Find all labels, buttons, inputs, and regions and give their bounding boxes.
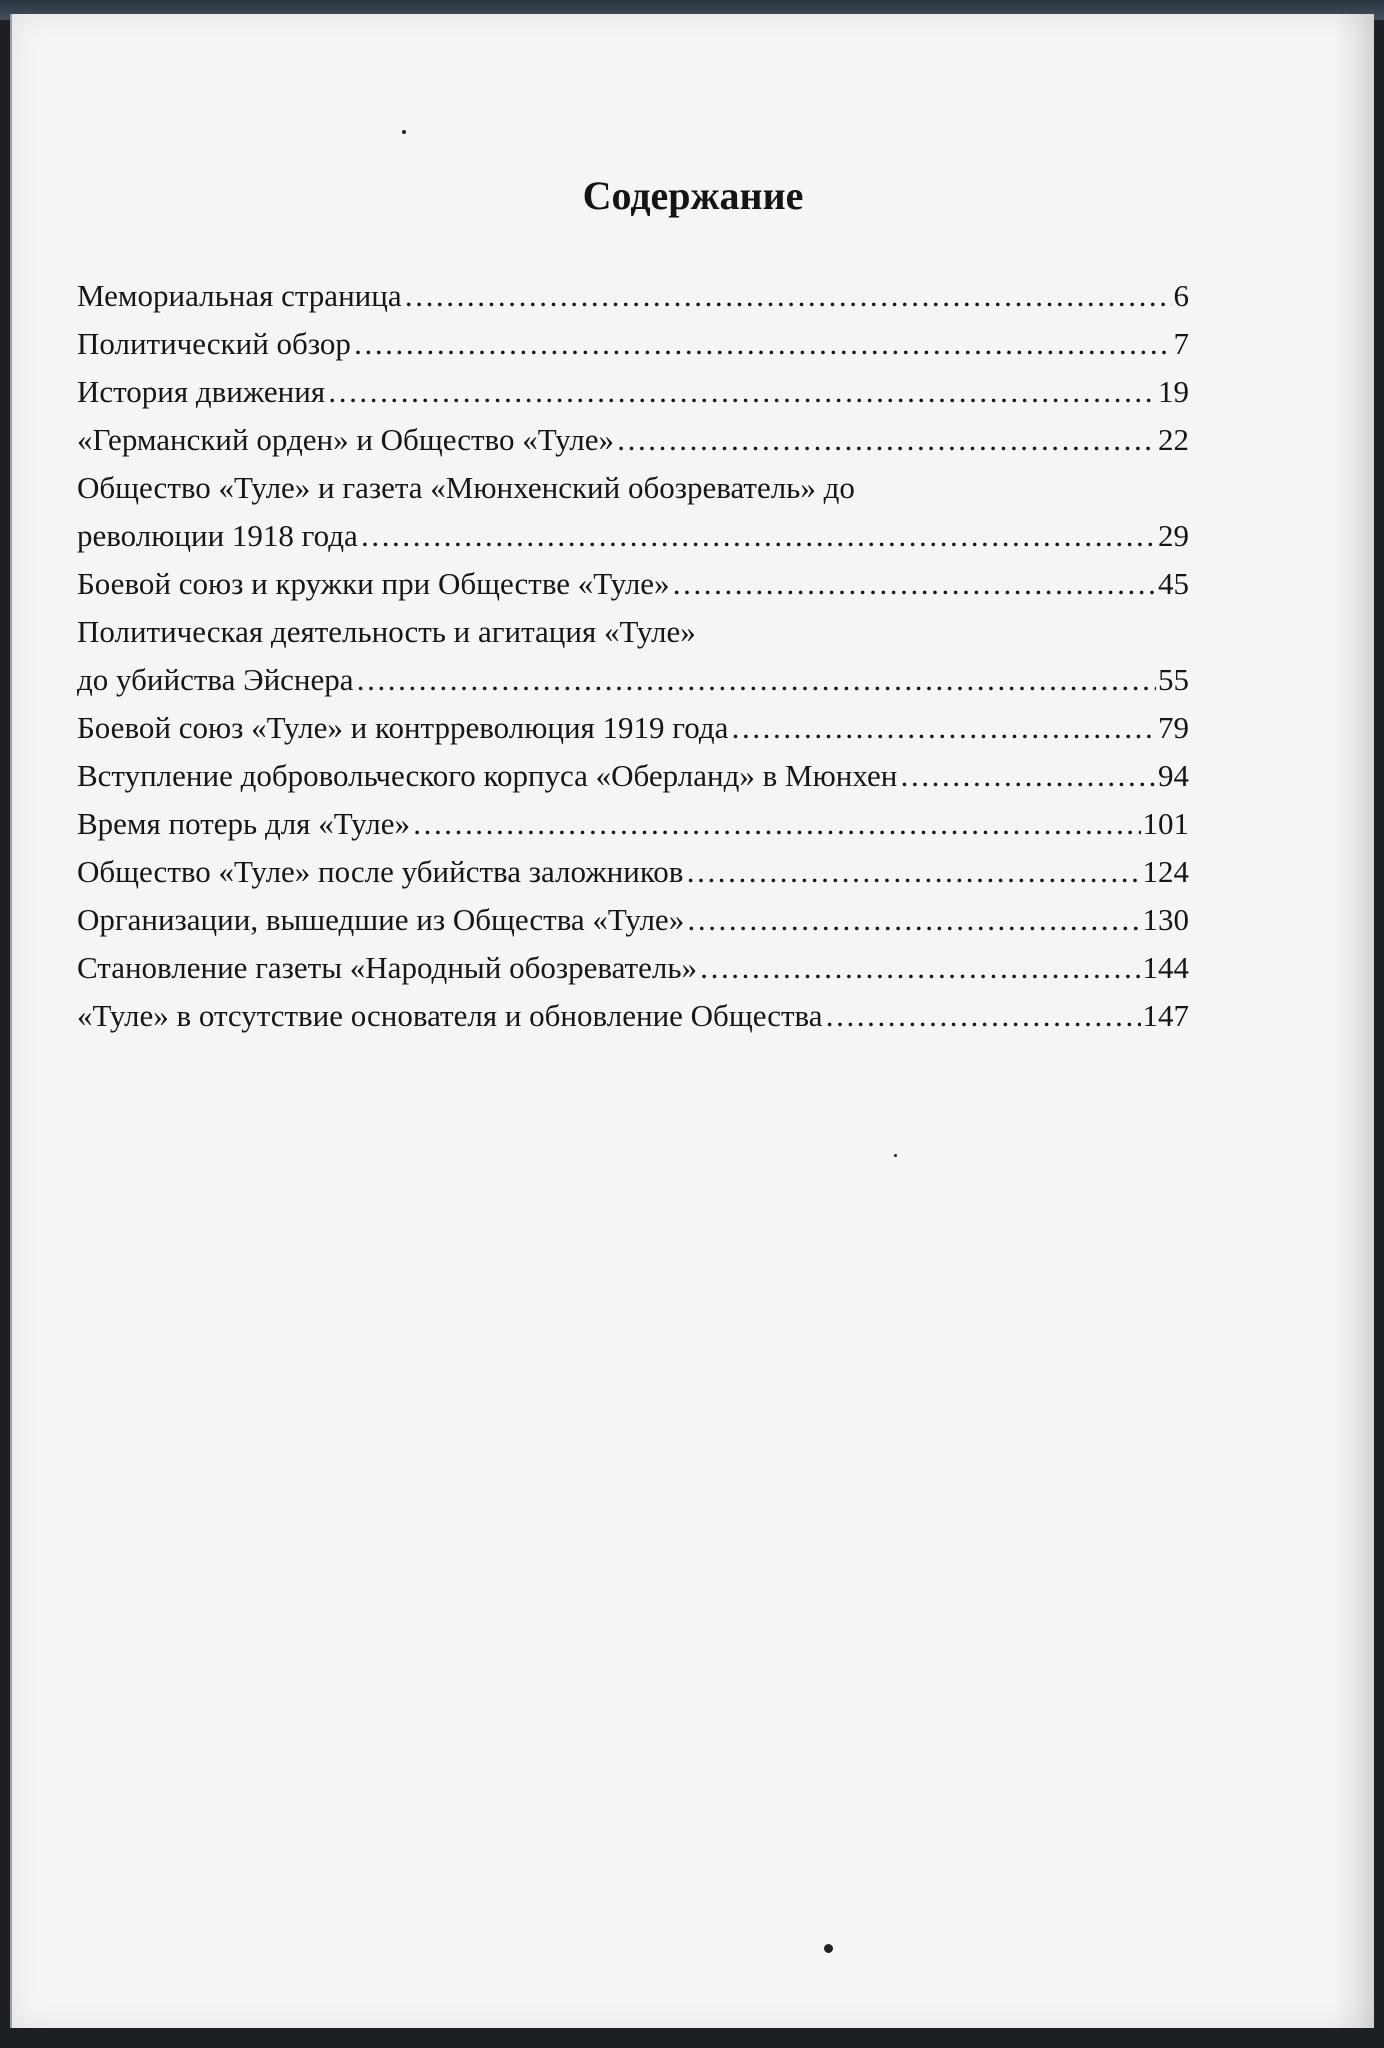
toc-entry-label: Организации, вышедшие из Общества «Туле» — [77, 902, 685, 937]
book-page — [10, 14, 1374, 2028]
toc-entry-label: Вступление добровольческого корпуса «Оберланд» в Мюнхен — [77, 758, 898, 793]
toc-entry — [77, 848, 1189, 896]
toc-entry-label: до убийства Эйснера — [77, 662, 354, 697]
toc-page-number: 147 — [1142, 998, 1189, 1033]
toc-entry — [77, 800, 1189, 848]
toc-entry-label: История движения — [77, 374, 326, 409]
toc-page-number: 101 — [1142, 806, 1189, 841]
toc-leader-dots — [730, 704, 1156, 752]
toc-entry-label: Время потерь для «Туле» — [77, 806, 410, 841]
toc-entry-label: «Туле» в отсутствие основателя и обновление Общества — [77, 998, 823, 1033]
toc-entry-label: революции 1918 года — [77, 518, 358, 553]
toc-entry-label: Мемориальная страница — [77, 278, 402, 313]
toc-entry — [77, 656, 1189, 704]
toc-leader-dots — [412, 800, 1141, 848]
toc-entry — [77, 704, 1189, 752]
toc-leader-dots — [672, 560, 1156, 608]
table-of-contents — [77, 272, 1189, 1040]
toc-page-number: 144 — [1142, 950, 1189, 985]
toc-entry — [77, 896, 1189, 944]
toc-entry-label: «Германский орден» и Общество «Туле» — [77, 422, 614, 457]
toc-leader-dots — [685, 848, 1140, 896]
toc-page-number: 7 — [1173, 326, 1189, 361]
toc-leader-dots — [825, 992, 1141, 1040]
toc-entry — [77, 560, 1189, 608]
toc-page-number: 94 — [1158, 758, 1189, 793]
toc-page-number: 79 — [1158, 710, 1189, 745]
toc-entry-label: Общество «Туле» после убийства заложников — [77, 854, 684, 889]
toc-page-number: 124 — [1142, 854, 1189, 889]
toc-leader-dots — [699, 944, 1141, 992]
toc-page-number: 55 — [1158, 662, 1189, 697]
toc-page-number: 130 — [1142, 902, 1189, 937]
toc-leader-dots — [616, 416, 1156, 464]
toc-leader-dots — [360, 512, 1156, 560]
toc-leader-dots — [353, 320, 1172, 368]
toc-entry — [77, 272, 1189, 320]
toc-leader-dots — [356, 656, 1156, 704]
toc-leader-dots — [327, 368, 1156, 416]
toc-entry-label: Политический обзор — [77, 326, 351, 361]
toc-entry-first-line: Политическая деятельность и агитация «Туле» — [77, 614, 696, 649]
toc-entry — [77, 752, 1189, 800]
toc-page-number: 22 — [1158, 422, 1189, 457]
toc-entry-label: Боевой союз и кружки при Обществе «Туле» — [77, 566, 670, 601]
toc-entry-label: Боевой союз «Туле» и контрреволюция 1919 года — [77, 710, 729, 745]
toc-leader-dots — [899, 752, 1156, 800]
scan-speck — [894, 1154, 897, 1157]
toc-entry-label: Становление газеты «Народный обозреватель» — [77, 950, 697, 985]
toc-page-number: 29 — [1158, 518, 1189, 553]
scan-speck — [402, 130, 406, 134]
toc-page-number: 6 — [1173, 278, 1189, 313]
toc-leader-dots — [404, 272, 1172, 320]
toc-entry — [77, 512, 1189, 560]
toc-entry — [77, 992, 1189, 1040]
scan-speck — [824, 1944, 833, 1953]
toc-page-number: 19 — [1158, 374, 1189, 409]
toc-entry — [77, 416, 1189, 464]
toc-entry — [77, 320, 1189, 368]
toc-entry — [77, 368, 1189, 416]
toc-entry — [77, 944, 1189, 992]
page-title: Содержание — [582, 173, 804, 218]
toc-entry-first-line: Общество «Туле» и газета «Мюнхенский обозреватель» до — [77, 470, 855, 505]
toc-page-number: 45 — [1158, 566, 1189, 601]
toc-leader-dots — [686, 896, 1140, 944]
